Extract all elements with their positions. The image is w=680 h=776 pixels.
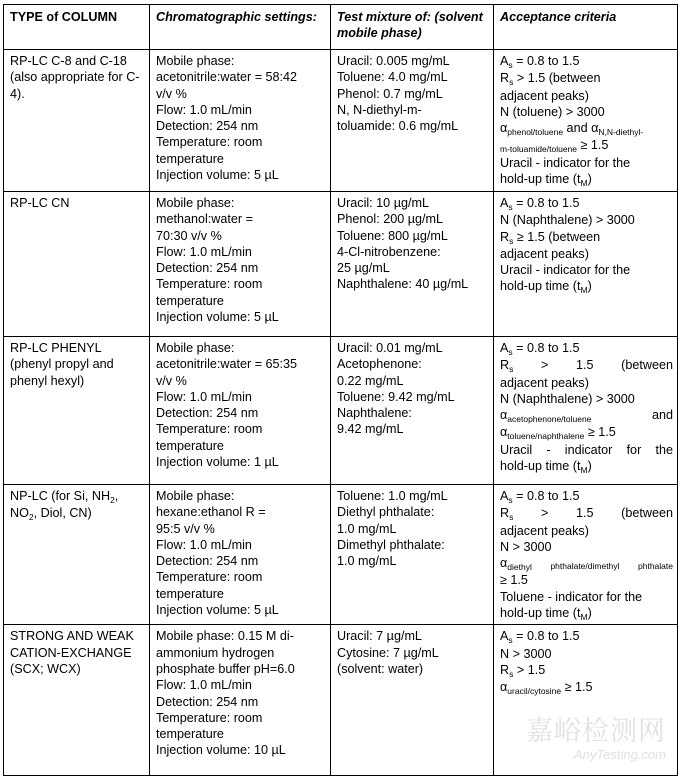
table-row <box>4 485 678 625</box>
test-mixture: Uracil: 10 µg/mL Phenol: 200 µg/mL Toluene: 800 µg/mL 4-Cl-nitrobenzene: 25 µg/mL Naphthalene: 40 µg/mL <box>331 192 494 337</box>
column-type: STRONG AND WEAK CATION-EXCHANGE (SCX; WCX) <box>4 625 150 776</box>
header-criteria: Acceptance criteria <box>494 5 678 50</box>
acceptance-criteria: $A_s = 0.8$ to 1.5 $R_s > 1.5$ (between adjacent peaks) N (toluene) > 3000 $\alpha_{phenol/toluene}$ and $\alpha_{N,N-diethyl-}$ $_{m-toluamide/toluene}$ ≥ 1.5 Uracil - indicator for the hold-up time $(t_M)$ <box>494 50 678 192</box>
chromatographic-settings: Mobile phase: acetonitrile:water = 65:35 v/v % Flow: 1.0 mL/min Detection: 254 nm Temperature: room temperature Injection volume: 1 µL <box>150 337 331 485</box>
watermark <box>526 717 666 762</box>
header-settings: Chromatographic settings: <box>150 5 331 50</box>
watermark-en: AnyTesting.com <box>573 747 666 762</box>
table-row <box>4 50 678 192</box>
column-type: NP-LC (for Si, $NH_2$, $NO_2$, Diol, CN) <box>4 485 150 625</box>
column-test-table <box>3 4 678 776</box>
column-type: RP-LC PHENYL (phenyl propyl and phenyl hexyl) <box>4 337 150 485</box>
header-row <box>4 5 678 50</box>
chromatographic-settings: Mobile phase: methanol:water = 70:30 v/v % Flow: 1.0 mL/min Detection: 254 nm Temperature: room temperature Injection volume: 5 µL <box>150 192 331 337</box>
table-row <box>4 337 678 485</box>
watermark-cn: 嘉峪检测网 <box>526 716 666 747</box>
acceptance-criteria: $A_s = 0.8$ to 1.5 N (Naphthalene) > 3000 $R_s \ge 1.5$ (between adjacent peaks) Uracil - indicator for the hold-up time $(t_M)$ <box>494 192 678 337</box>
table-row <box>4 192 678 337</box>
test-mixture: Uracil: 0.01 mg/mL Acetophenone: 0.22 mg/mL Toluene: 9.42 mg/mL Naphthalene: 9.42 mg/mL <box>331 337 494 485</box>
header-type: TYPE of COLUMN <box>4 5 150 50</box>
chromatographic-settings: Mobile phase: acetonitrile:water = 58:42 v/v % Flow: 1.0 mL/min Detection: 254 nm Temperature: room temperature Injection volume: 5 µL <box>150 50 331 192</box>
header-mixture: Test mixture of: (solvent mobile phase) <box>331 5 494 50</box>
acceptance-criteria: $A_s = 0.8$ to 1.5 $R_s$ > 1.5 (between adjacent peaks) N > 3000 $\alpha_{diethyl}$ phthalate/dimethyl phthalate ≥ 1.5 Toluene - indicator for the hold-up time $(t_M)$ <box>494 485 678 625</box>
test-mixture: Uracil: 7 µg/mL Cytosine: 7 µg/mL (solvent: water) <box>331 625 494 776</box>
test-mixture: Toluene: 1.0 mg/mL Diethyl phthalate: 1.0 mg/mL Dimethyl phthalate: 1.0 mg/mL <box>331 485 494 625</box>
column-type: RP-LC C-8 and C-18 (also appropriate for C-4). <box>4 50 150 192</box>
acceptance-criteria: $A_s = 0.8$ to 1.5 N > 3000 $R_s > 1.5$ $\alpha_{uracil/cytosine} \ge 1.5$ <box>494 625 678 776</box>
chromatographic-settings: Mobile phase: hexane:ethanol R = 95:5 v/v % Flow: 1.0 mL/min Detection: 254 nm Temperature: room temperature Injection volume: 5 µL <box>150 485 331 625</box>
chromatographic-settings: Mobile phase: 0.15 M di- ammonium hydrogen phosphate buffer pH=6.0 Flow: 1.0 mL/min Detection: 254 nm Temperature: room temperature Injection volume: 10 µL <box>150 625 331 776</box>
column-type: RP-LC CN <box>4 192 150 337</box>
acceptance-criteria: $A_s = 0.8$ to 1.5 $R_s$ > 1.5 (between adjacent peaks) N (Naphthalene) > 3000 $\alpha_{acetophenone/toluene}$ and $\alpha_{toluene/naphthalene} \ge 1.5$ Uracil - indicator for the hold-up time $(t_M)$ <box>494 337 678 485</box>
test-mixture: Uracil: 0.005 mg/mL Toluene: 4.0 mg/mL Phenol: 0.7 mg/mL N, N-diethyl-m- toluamide: 0.6 mg/mL <box>331 50 494 192</box>
